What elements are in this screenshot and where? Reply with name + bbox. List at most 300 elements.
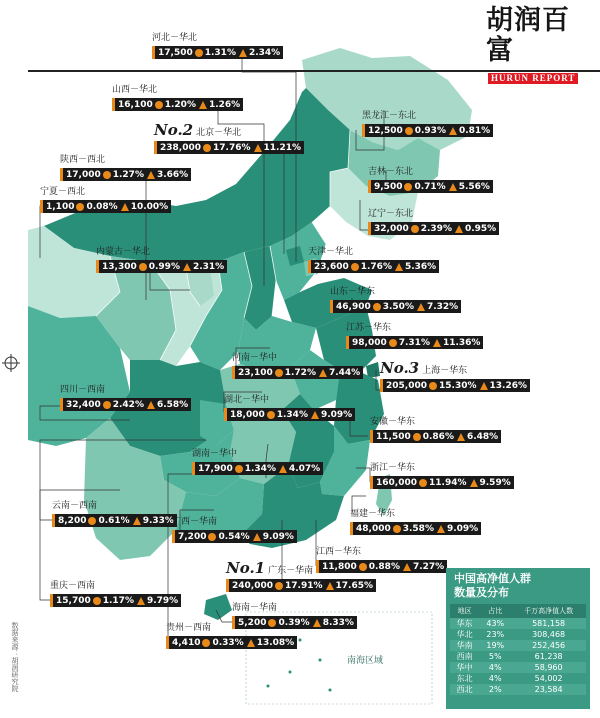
hnwi-count: 98,000 <box>352 337 387 348</box>
legend-cell: 华南 <box>450 640 479 651</box>
hnwi-count: 46,900 <box>336 301 371 312</box>
region-label-hunan <box>192 448 323 479</box>
orange-tick-icon <box>60 168 63 181</box>
growth-percent: 9.33% <box>142 515 174 526</box>
growth-percent: 10.00% <box>130 201 169 212</box>
region-name-text: 湖北－华中 <box>224 395 270 405</box>
orange-tick-icon <box>112 98 115 111</box>
legend-cell: 4% <box>488 674 502 683</box>
region-label-shanghai <box>380 359 530 396</box>
legend-row <box>450 618 586 629</box>
region-name-text: 云南－西南 <box>52 501 98 511</box>
share-dot-icon <box>235 465 243 473</box>
region-name <box>350 508 481 520</box>
hnwi-count: 8,200 <box>58 515 87 526</box>
growth-up-arrow-icon <box>121 203 129 211</box>
growth-up-arrow-icon <box>147 401 155 409</box>
legend-row <box>450 651 586 662</box>
region-name <box>154 121 304 139</box>
share-dot-icon <box>429 382 437 390</box>
rank-badge: No.3 <box>380 359 420 377</box>
stat-bar <box>362 124 493 137</box>
share-dot-icon <box>195 49 203 57</box>
orange-tick-icon <box>166 636 169 649</box>
share-dot-icon <box>351 263 359 271</box>
orange-tick-icon <box>308 260 311 273</box>
share-percent: 0.86% <box>422 431 454 442</box>
growth-up-arrow-icon <box>254 144 262 152</box>
share-percent: 0.99% <box>148 261 180 272</box>
region-name-text: 湖南－华中 <box>192 449 238 459</box>
legend-cell: 23,584 <box>511 684 586 695</box>
hnwi-count: 11,800 <box>322 561 357 572</box>
region-name <box>166 622 297 634</box>
hnwi-count: 5,200 <box>238 617 267 628</box>
share-dot-icon <box>405 127 413 135</box>
legend-cell: 58,960 <box>511 662 586 673</box>
orange-tick-icon <box>368 180 371 193</box>
region-name <box>60 154 191 166</box>
share-dot-icon <box>203 144 211 152</box>
legend-header: 占比 <box>479 604 511 618</box>
hnwi-count: 1,100 <box>46 201 75 212</box>
brand-logo <box>486 6 596 85</box>
stat-bar <box>224 408 355 421</box>
share-dot-icon <box>139 263 147 271</box>
south-sea-label: 南海区域 <box>347 656 384 666</box>
growth-up-arrow-icon <box>417 303 425 311</box>
stat-bar <box>96 260 227 273</box>
region-name <box>346 322 483 334</box>
growth-percent: 11.36% <box>442 337 481 348</box>
growth-up-arrow-icon <box>183 263 191 271</box>
share-dot-icon <box>419 479 427 487</box>
stat-bar <box>60 168 191 181</box>
orange-tick-icon <box>154 141 157 154</box>
growth-up-arrow-icon <box>455 225 463 233</box>
share-dot-icon <box>103 171 111 179</box>
stat-bar <box>370 476 514 489</box>
legend-row <box>450 640 586 651</box>
growth-percent: 2.34% <box>248 47 281 58</box>
stat-bar <box>370 430 501 443</box>
share-percent: 1.31% <box>204 47 236 58</box>
stat-bar <box>308 260 439 273</box>
share-percent: 1.76% <box>360 261 392 272</box>
legend-cell: 5% <box>488 652 502 661</box>
hnwi-count: 11,500 <box>376 431 411 442</box>
region-name <box>152 32 283 44</box>
region-name-text: 福建－华东 <box>350 509 396 519</box>
legend-header: 地区 <box>450 604 479 618</box>
hnwi-count: 32,400 <box>66 399 101 410</box>
share-percent: 0.08% <box>86 201 118 212</box>
region-name-text: 宁夏－西北 <box>40 187 86 197</box>
growth-percent: 5.36% <box>404 261 437 272</box>
region-name <box>172 516 297 528</box>
region-name <box>232 352 363 364</box>
region-label-guizhou <box>166 622 297 653</box>
share-dot-icon <box>88 517 96 525</box>
stat-bar <box>350 522 481 535</box>
region-name-text: 河北－华北 <box>152 33 198 43</box>
hnwi-count: 7,200 <box>178 531 207 542</box>
region-label-jilin <box>368 166 493 197</box>
region-label-chongqing <box>50 580 181 611</box>
legend-cell: 23% <box>486 630 505 639</box>
stat-bar <box>50 594 181 607</box>
legend-table <box>450 604 586 695</box>
stat-bar <box>40 200 171 213</box>
orange-tick-icon <box>346 336 349 349</box>
rank-badge: No.2 <box>154 121 194 139</box>
share-dot-icon <box>267 411 275 419</box>
region-name-text: 内蒙古－华北 <box>96 247 151 257</box>
share-percent: 0.61% <box>98 515 130 526</box>
legend-row <box>450 684 586 695</box>
share-dot-icon <box>275 582 283 590</box>
region-label-zhejiang <box>370 462 514 493</box>
region-name <box>112 84 243 96</box>
legend-cell: 4% <box>479 662 511 673</box>
hnwi-count: 23,100 <box>238 367 273 378</box>
growth-percent: 9.09% <box>446 523 479 534</box>
region-label-tianjin <box>308 246 439 277</box>
legend-cell: 东北 <box>456 674 473 683</box>
legend-cell: 61,238 <box>534 652 563 661</box>
region-name <box>232 602 357 614</box>
share-percent: 2.39% <box>420 223 452 234</box>
orange-tick-icon <box>350 522 353 535</box>
hnwi-count: 240,000 <box>232 580 273 591</box>
orange-tick-icon <box>330 300 333 313</box>
growth-up-arrow-icon <box>457 433 465 441</box>
growth-percent: 6.58% <box>156 399 189 410</box>
orange-tick-icon <box>370 476 373 489</box>
share-percent: 0.93% <box>414 125 446 136</box>
share-percent: 3.50% <box>382 301 414 312</box>
orange-tick-icon <box>370 430 373 443</box>
share-percent: 1.72% <box>284 367 316 378</box>
growth-up-arrow-icon <box>480 382 488 390</box>
stat-bar <box>52 514 177 527</box>
region-name <box>224 394 355 406</box>
region-name <box>50 580 181 592</box>
region-label-beijing <box>154 121 304 158</box>
orange-tick-icon <box>172 530 175 543</box>
legend-cell: 54,002 <box>534 674 563 683</box>
region-name-text: 广西－华南 <box>172 517 218 527</box>
orange-tick-icon <box>224 408 227 421</box>
hnwi-count: 23,600 <box>314 261 349 272</box>
region-name <box>368 166 493 178</box>
share-dot-icon <box>389 339 397 347</box>
hnwi-count: 18,000 <box>230 409 265 420</box>
growth-percent: 4.07% <box>288 463 321 474</box>
stat-bar <box>368 222 499 235</box>
hnwi-count: 205,000 <box>386 380 427 391</box>
stat-bar <box>166 636 297 649</box>
region-label-guangdong <box>226 559 376 596</box>
legend-panel <box>446 568 590 709</box>
region-label-hebei <box>152 32 283 63</box>
region-label-jiangsu <box>346 322 483 353</box>
growth-percent: 9.09% <box>320 409 353 420</box>
share-percent: 1.34% <box>244 463 276 474</box>
brand-name-en: HURUN REPORT <box>488 73 578 84</box>
growth-up-arrow-icon <box>395 263 403 271</box>
region-name <box>96 246 227 258</box>
hnwi-count: 4,410 <box>172 637 201 648</box>
growth-percent: 13.26% <box>489 380 527 391</box>
share-percent: 17.91% <box>285 580 323 591</box>
region-name-text: 吉林－东北 <box>368 167 414 177</box>
hnwi-count: 17,900 <box>198 463 233 474</box>
share-percent: 0.54% <box>218 531 250 542</box>
region-name <box>368 208 499 220</box>
stat-bar <box>232 366 363 379</box>
legend-cell: 华东 <box>450 618 479 629</box>
stat-bar <box>152 46 283 59</box>
growth-percent: 0.95% <box>464 223 497 234</box>
orange-tick-icon <box>232 366 235 379</box>
share-dot-icon <box>103 401 111 409</box>
orange-tick-icon <box>152 46 155 59</box>
share-percent: 2.42% <box>112 399 144 410</box>
brand-name-cn: 胡润百富 <box>486 5 570 66</box>
growth-up-arrow-icon <box>326 582 334 590</box>
growth-up-arrow-icon <box>247 639 255 647</box>
growth-percent: 8.33% <box>322 617 354 628</box>
growth-percent: 2.31% <box>192 261 225 272</box>
region-name <box>370 462 514 474</box>
region-label-sichuan <box>60 384 191 415</box>
hnwi-count: 16,100 <box>118 99 153 110</box>
region-label-anhui <box>370 416 501 447</box>
stat-bar <box>330 300 461 313</box>
region-name-text: 海南－华南 <box>232 603 278 613</box>
orange-tick-icon <box>192 462 195 475</box>
hnwi-count: 160,000 <box>376 477 417 488</box>
growth-up-arrow-icon <box>147 171 155 179</box>
share-dot-icon <box>93 597 101 605</box>
growth-percent: 9.79% <box>146 595 179 606</box>
share-percent: 1.34% <box>276 409 308 420</box>
growth-up-arrow-icon <box>137 597 145 605</box>
orange-tick-icon <box>226 579 229 592</box>
stat-bar <box>226 579 376 592</box>
hnwi-count: 238,000 <box>160 142 201 153</box>
stat-bar <box>380 379 530 392</box>
growth-percent: 9.09% <box>262 531 294 542</box>
growth-up-arrow-icon <box>279 465 287 473</box>
legend-cell: 华北 <box>456 630 473 639</box>
legend-title-line1: 中国高净值人群 <box>454 572 531 585</box>
region-name <box>52 500 177 512</box>
region-name-text: 安徽－华东 <box>370 417 416 427</box>
growth-percent: 9.59% <box>479 477 511 488</box>
region-label-shaanxi <box>60 154 191 185</box>
growth-up-arrow-icon <box>133 517 141 525</box>
share-percent: 3.58% <box>402 523 434 534</box>
share-dot-icon <box>208 533 216 541</box>
legend-title-line2: 数量及分布 <box>454 586 509 599</box>
legend-cell: 581,158 <box>511 618 586 629</box>
share-dot-icon <box>393 525 401 533</box>
growth-up-arrow-icon <box>319 369 327 377</box>
hnwi-count: 12,500 <box>368 125 403 136</box>
region-name <box>192 448 323 460</box>
growth-up-arrow-icon <box>449 183 457 191</box>
legend-row <box>450 662 586 673</box>
region-name-text: 广东－华南 <box>268 566 314 576</box>
region-name-text: 天津－华北 <box>308 247 354 257</box>
hnwi-count: 17,500 <box>158 47 193 58</box>
region-name <box>40 186 171 198</box>
growth-up-arrow-icon <box>199 101 207 109</box>
region-name-text: 陕西－西北 <box>60 155 106 165</box>
share-percent: 1.20% <box>164 99 196 110</box>
stat-bar <box>346 336 483 349</box>
growth-up-arrow-icon <box>313 619 321 627</box>
region-label-neimenggu <box>96 246 227 277</box>
region-name-text: 河南－华中 <box>232 353 278 363</box>
stat-bar <box>60 398 191 411</box>
growth-percent: 3.66% <box>156 169 189 180</box>
legend-cell: 华中 <box>450 662 479 673</box>
region-name-text: 江西－华东 <box>316 547 362 557</box>
orange-tick-icon <box>50 594 53 607</box>
share-percent: 0.88% <box>368 561 400 572</box>
region-label-shanxi <box>112 84 243 115</box>
growth-percent: 7.32% <box>426 301 459 312</box>
growth-up-arrow-icon <box>403 563 411 571</box>
share-dot-icon <box>413 433 421 441</box>
region-name <box>370 416 501 428</box>
growth-percent: 0.81% <box>458 125 491 136</box>
legend-cell: 2% <box>479 684 511 695</box>
growth-percent: 11.21% <box>263 142 301 153</box>
share-percent: 15.30% <box>439 380 477 391</box>
hnwi-count: 13,300 <box>102 261 137 272</box>
region-name <box>316 546 447 558</box>
growth-up-arrow-icon <box>470 479 478 487</box>
share-percent: 7.31% <box>398 337 430 348</box>
region-label-guangxi <box>172 516 297 547</box>
orange-tick-icon <box>368 222 371 235</box>
legend-cell: 252,456 <box>511 640 586 651</box>
region-label-liaoning <box>368 208 499 239</box>
legend-cell: 西南 <box>456 652 473 661</box>
share-percent: 0.33% <box>212 637 244 648</box>
region-name-text: 上海－华东 <box>422 366 468 376</box>
share-dot-icon <box>76 203 84 211</box>
region-name <box>60 384 191 396</box>
stat-bar <box>368 180 493 193</box>
orange-tick-icon <box>52 514 55 527</box>
stat-bar <box>112 98 243 111</box>
region-name-text: 江苏－华东 <box>346 323 392 333</box>
rank-badge: No.1 <box>226 559 266 577</box>
orange-tick-icon <box>380 379 383 392</box>
source-note: 数据来源：胡润研究院 <box>11 622 19 692</box>
share-percent: 0.39% <box>278 617 310 628</box>
region-label-heilongjiang <box>362 110 493 141</box>
region-name <box>308 246 439 258</box>
legend-cell: 308,468 <box>532 630 566 639</box>
growth-percent: 17.65% <box>335 580 373 591</box>
region-label-yunnan <box>52 500 177 531</box>
province-hainan <box>204 594 232 620</box>
legend-cell: 43% <box>479 618 511 629</box>
region-label-henan <box>232 352 363 383</box>
region-name-text: 北京－华北 <box>196 128 242 138</box>
growth-up-arrow-icon <box>433 339 441 347</box>
stat-bar <box>172 530 297 543</box>
hnwi-count: 9,500 <box>374 181 403 192</box>
region-name-text: 贵州－西南 <box>166 623 212 633</box>
hnwi-count: 48,000 <box>356 523 391 534</box>
growth-up-arrow-icon <box>253 533 261 541</box>
region-name-text: 重庆－西南 <box>50 581 96 591</box>
share-percent: 0.71% <box>414 181 446 192</box>
legend-cell: 西北 <box>450 684 479 695</box>
legend-title <box>446 568 590 602</box>
region-name-text: 山东－华东 <box>330 287 376 297</box>
share-dot-icon <box>155 101 163 109</box>
share-percent: 1.17% <box>102 595 134 606</box>
region-label-fujian <box>350 508 481 539</box>
region-name-text: 浙江－华东 <box>370 463 416 473</box>
legend-row <box>450 629 586 640</box>
header-rule <box>28 70 600 72</box>
growth-up-arrow-icon <box>437 525 445 533</box>
growth-up-arrow-icon <box>449 127 457 135</box>
orange-tick-icon <box>96 260 99 273</box>
stat-bar <box>154 141 304 154</box>
region-label-ningxia <box>40 186 171 217</box>
growth-percent: 7.27% <box>412 561 445 572</box>
share-dot-icon <box>202 639 210 647</box>
region-name <box>226 559 376 577</box>
share-percent: 1.27% <box>112 169 144 180</box>
growth-percent: 1.26% <box>208 99 241 110</box>
region-label-hubei <box>224 394 355 425</box>
growth-percent: 5.56% <box>458 181 490 192</box>
region-name <box>380 359 530 377</box>
crosshair-icon <box>2 354 20 372</box>
region-name-text: 辽宁－东北 <box>368 209 414 219</box>
region-name-text: 黑龙江－东北 <box>362 111 417 121</box>
growth-percent: 7.44% <box>328 367 361 378</box>
share-percent: 11.94% <box>429 477 467 488</box>
orange-tick-icon <box>60 398 63 411</box>
legend-row <box>450 673 586 684</box>
share-dot-icon <box>404 183 412 191</box>
region-name <box>330 286 461 298</box>
share-percent: 17.76% <box>213 142 251 153</box>
growth-up-arrow-icon <box>239 49 247 57</box>
region-name-text: 四川－西南 <box>60 385 106 395</box>
growth-percent: 6.48% <box>466 431 499 442</box>
share-dot-icon <box>411 225 419 233</box>
share-dot-icon <box>275 369 283 377</box>
legend-header: 千万高净值人数 <box>511 604 586 618</box>
region-name <box>362 110 493 122</box>
growth-percent: 13.08% <box>256 637 295 648</box>
growth-up-arrow-icon <box>311 411 319 419</box>
orange-tick-icon <box>40 200 43 213</box>
